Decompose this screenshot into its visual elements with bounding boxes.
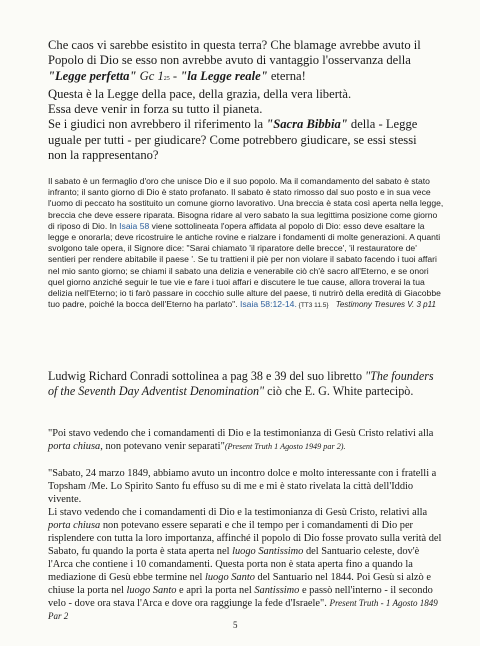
text-line xyxy=(48,69,444,87)
text-line xyxy=(48,117,444,132)
text-fragment: eterna! xyxy=(270,68,306,83)
isaiah-reference-link[interactable]: Isaia 58:12-14. xyxy=(239,299,297,310)
text-fragment: Il sabato è un fermaglio d'oro che unisce Dio e il suo popolo. Ma il comandamento del sabato è stato infranto; il santo giorno di Dio è stato profanato. Il sabato è stato rimosso dal suo posto e in sua vece l'uomo di peccato ha sostituito un comune giorno lavorativo. Una breccia è stata così aperta nella legge, breccia che deve essere riparata. Bisogna ridare al vero sabato la sua legittima posizione come giorno di riposo di Dio. In xyxy=(48,176,444,231)
text-fragment: viene sottolineata l'opera affidata al popolo di Dio: esso deve esaltare la legge e onorarla; deve ricostruire le antiche rovine e rialzare i fondamenti di molte generazioni. A quanti svolgono tale opera, il Signore dice: "Sarai chiamato 'il riparatore delle brecce', 'il restauratore de' sentieri per rendere abitabile il paese '. Se tu trattieni il piè per non violare il sabato facendo i tuoi affari nel mio santo giorno; se chiami il sabato una delizia e venerabile ciò ch'è sacro all'Eterno, e se onori quel giorno anziché seguir le tue vie e fare i tuoi affari e discutere le tue cause, allora troverai la tua delizia nell'Eterno; io ti farò passare in cocchio sulle alture del paese, ti nutrirò della eredità di Giacobbe tuo padre, poiché la bocca dell'Eterno ha parlato". xyxy=(48,220,441,310)
scripture-reference: Gc 1 xyxy=(139,68,164,83)
topsham-quote xyxy=(48,467,444,623)
text-fragment: della - Legge xyxy=(347,117,418,132)
text-line: non la rappresentano? xyxy=(48,148,159,163)
conradi-paragraph xyxy=(48,369,444,399)
text-fragment: Ludwig Richard Conradi sottolinea a pag 38 e 39 del suo libretto xyxy=(48,369,366,383)
isaiah-link[interactable]: Isaia 58 xyxy=(119,220,150,231)
text-fragment: e passò nell'interno - il secondo velo - dove ora stava l'Arca e dove ora raggiunge la fede d'Israele". xyxy=(48,585,433,609)
text-fragment: e aprì la porta nel xyxy=(176,585,255,596)
text-fragment: Se i giudici non avrebbero il riferimento la xyxy=(48,117,267,132)
royal-law-emphasis: "la Legge reale" xyxy=(180,68,268,83)
closed-door-quote xyxy=(48,427,444,453)
verse-number: 25 xyxy=(163,75,170,82)
closed-door-emphasis: porta chiusa xyxy=(48,520,101,531)
text-line: Essa deve venir in forza su tutto il pianeta. xyxy=(48,102,263,117)
text-line: Questa è la Legge della pace, della grazia, della vera libertà. xyxy=(48,86,352,101)
sabbath-quote-paragraph xyxy=(48,176,444,311)
intro-paragraph xyxy=(48,38,444,163)
text-line: uguale per tutti - per giudicare? Come potrebbero giudicare, se essi stessi xyxy=(48,132,417,147)
separator: - xyxy=(169,68,181,83)
closed-door-emphasis: porta chiusa xyxy=(48,441,101,452)
present-truth-reference: (Present Truth 1 Agosto 1949 par 2). xyxy=(224,442,346,451)
text-fragment: "Poi stavo vedendo che i comandamenti di Dio e la testimonianza di Gesù Cristo relativi alla xyxy=(48,428,434,439)
text-fragment: del Santuario celeste, dov'è l'Arca che contiene i 10 comandamenti. Questa porta non è stata aperta fino a quando la mediazione di Gesù ebbe termine nel xyxy=(48,546,420,583)
bible-emphasis: "Sacra Bibbia" xyxy=(266,117,348,132)
holiest-place-emphasis: luogo Santissimo xyxy=(232,546,304,557)
book-title: "The founders of the Seventh Day Adventist Denomination" xyxy=(48,369,434,398)
text-line: Che caos vi sarebbe esistito in questa terra? Che blamage avrebbe avuto il xyxy=(48,38,421,52)
quote-paragraph xyxy=(48,506,444,623)
text-fragment: ciò che E. G. White partecipò. xyxy=(264,384,414,398)
quote-paragraph: "Sabato, 24 marzo 1849, abbiamo avuto un incontro dolce e molto interessante con i fratelli a Topsham /Me. Lo Spirito Santo fu effuso su di me e mi è stato rivelata la città dell'Iddio vivente. xyxy=(48,468,437,505)
text-line: Popolo di Dio se esso non avrebbe avuto di vantaggio l'osservanza della xyxy=(48,53,411,68)
present-truth-reference: Present Truth - 1 Agosto 1849 Par 2 xyxy=(48,598,438,621)
text-fragment: Li stavo vedendo che i comandamenti di Dio e la testimonianza di Gesù Cristo, relativi alla xyxy=(48,507,428,518)
holiest-emphasis: Santissimo xyxy=(254,585,300,596)
text-fragment: , non potevano venir separati" xyxy=(100,441,225,452)
text-fragment: del Santuario nel 1844. Poi Gesù si alzò e chiuse la porta nel xyxy=(48,572,431,596)
text-fragment: non potevano essere separati e che il tempo per i comandamenti di Dio per risplendere con tutta la loro importanza, affinché il popolo di Dio fosse provato sulla verità del Sabato, fu quando la porta è stata aperta nel xyxy=(48,520,442,557)
perfect-law-emphasis: "Legge perfetta" xyxy=(48,68,137,83)
holy-place-emphasis: luogo Santo xyxy=(126,585,177,596)
tt-reference: {TT3 11.5} xyxy=(296,302,329,310)
holy-place-emphasis: luogo Santo xyxy=(204,572,255,583)
testimony-reference: Testimony Tresures V. 3 p11 xyxy=(335,300,436,310)
page-number: 5 xyxy=(233,620,238,630)
